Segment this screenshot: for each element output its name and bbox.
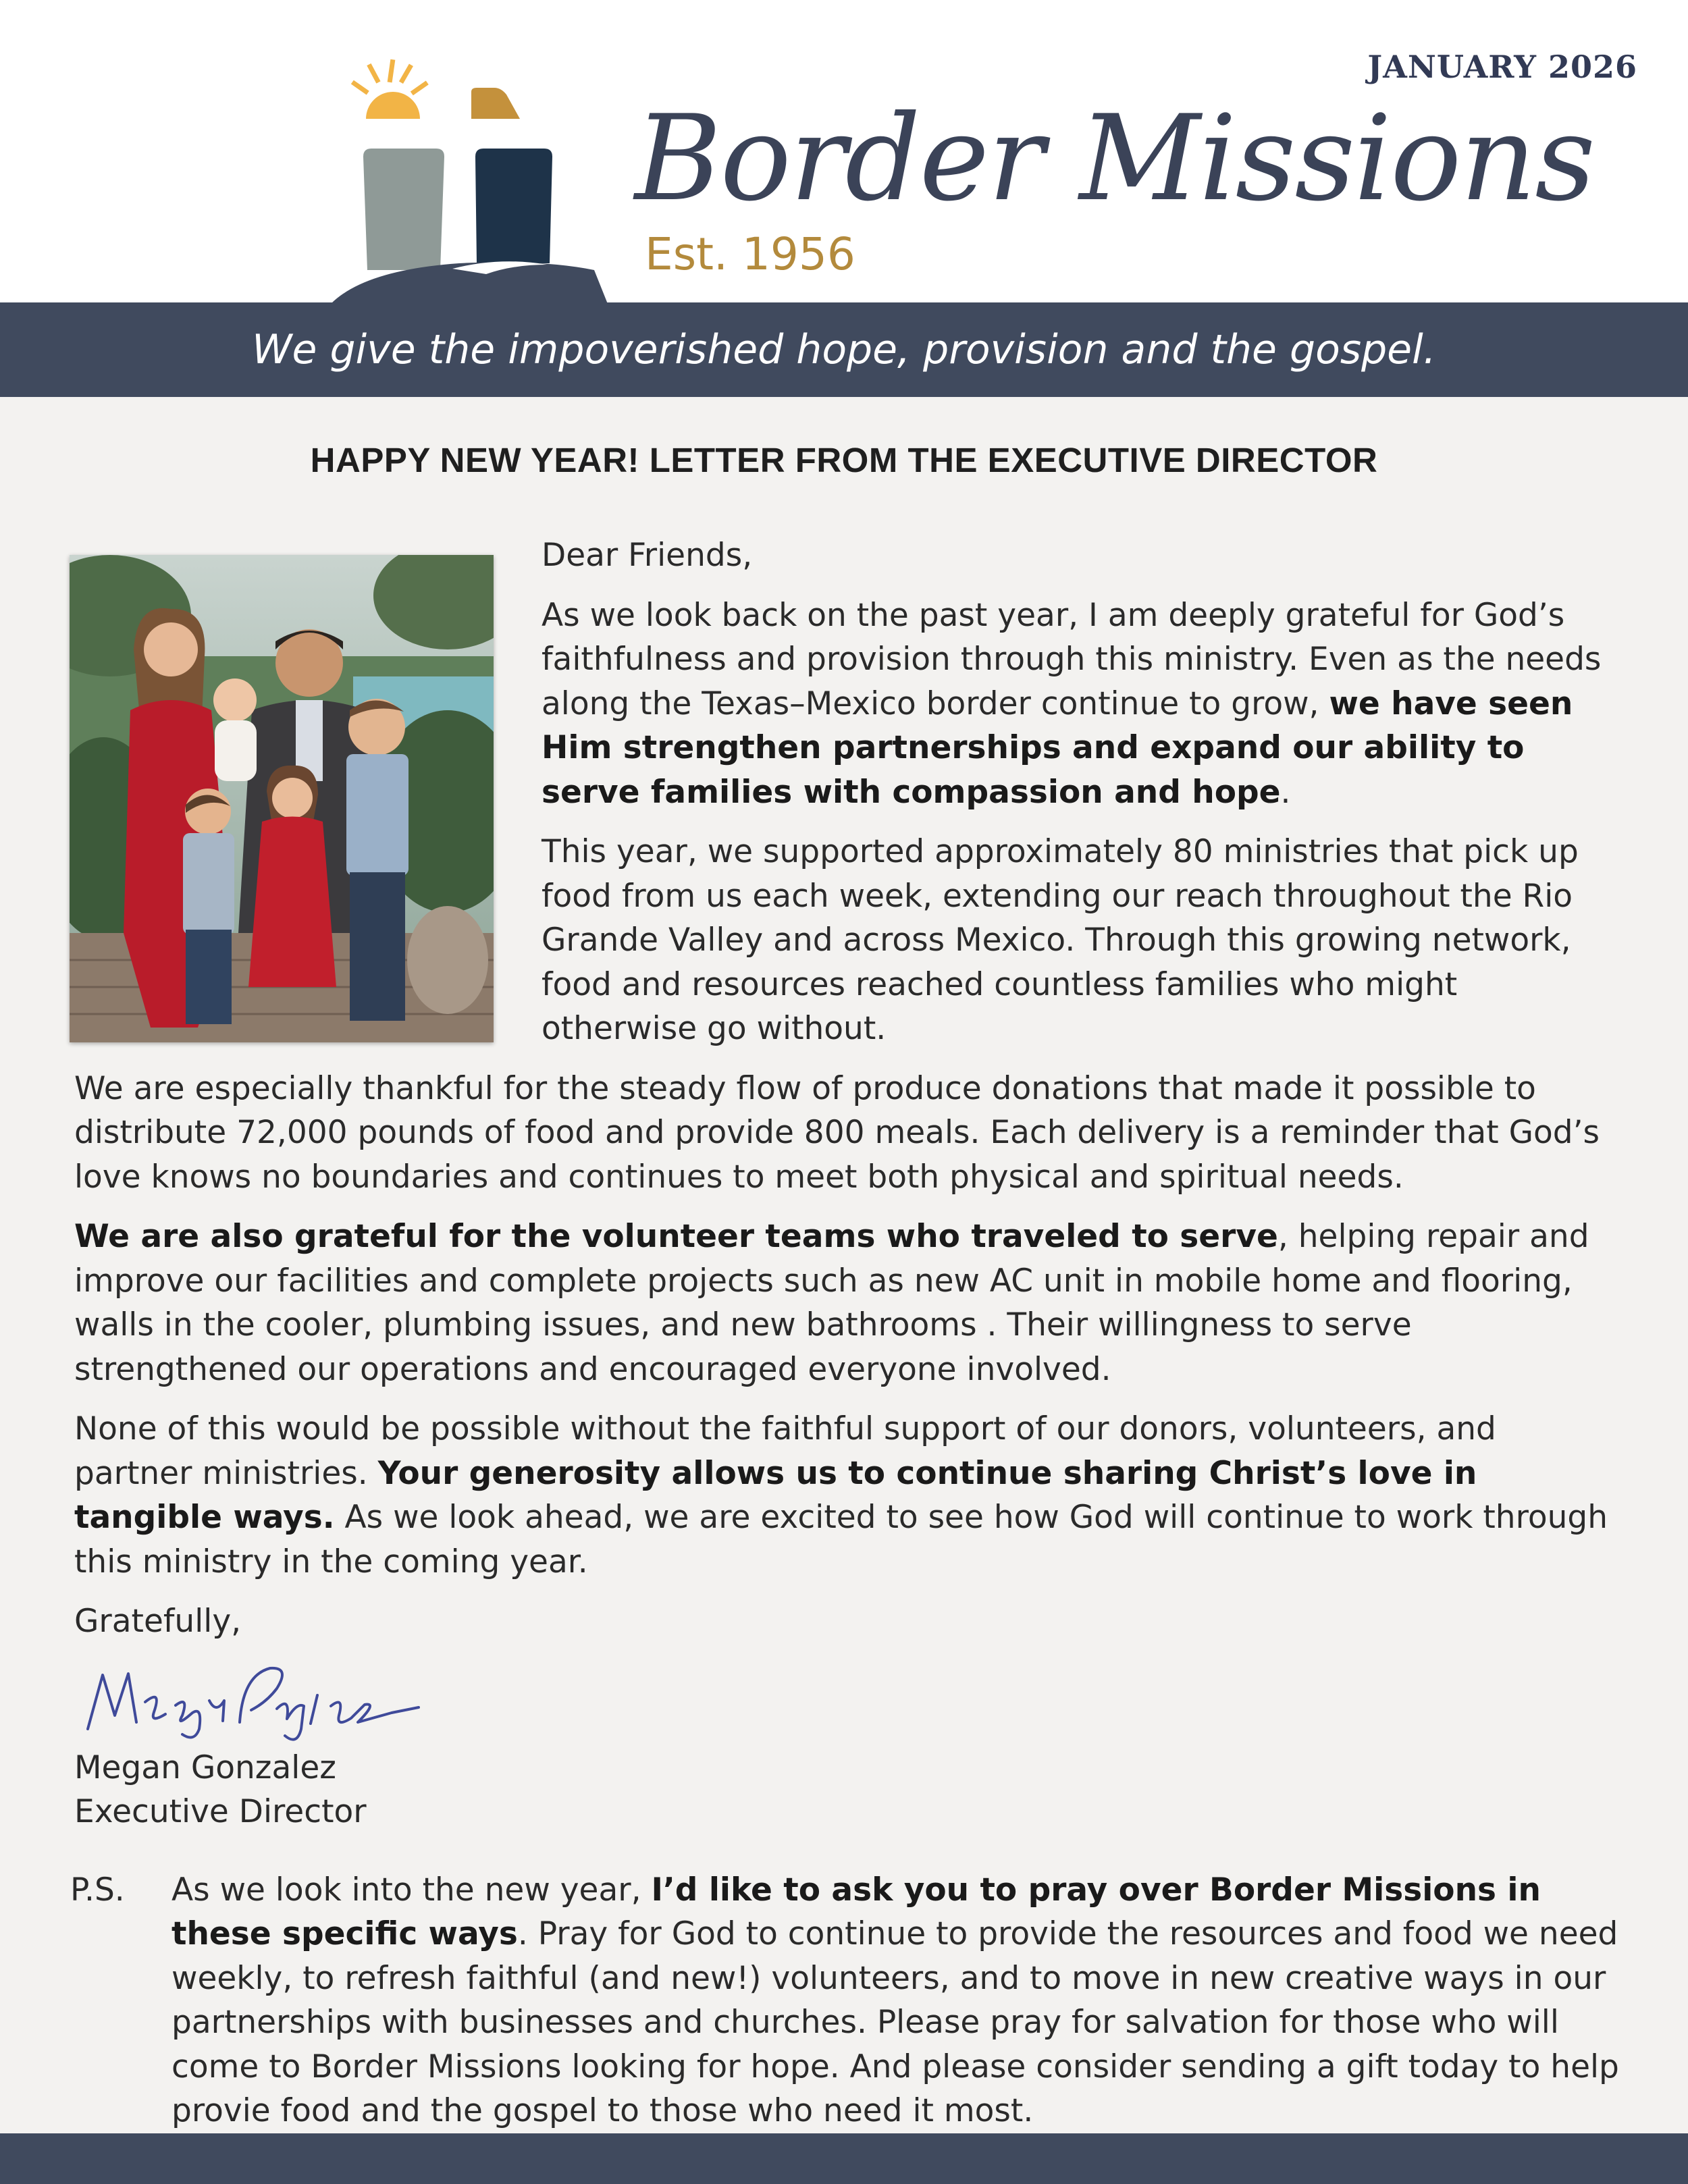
paragraph-1-end: . [1280,773,1291,811]
postscript-emphasis: I’d like to ask you to pray over Border Missions in these specific ways [172,1871,1541,1952]
paragraph-1-emphasis: we have seen Him strengthen partnerships and expand our ability to serve families with compassion and hope [542,685,1573,811]
postscript-body [172,1868,1620,2133]
paragraph-1-text: As we look back on the past year, I am deeply grateful for God’s faithfulness and provision through this ministry. Even as the needs along the Texas–Mexico border continue to grow, [542,596,1602,722]
newsletter-header [0,0,1688,302]
tagline: We give the impoverished hope, provision and the gospel. [252,326,1436,373]
postscript-end: . Pray for God to continue to provide the resources and food we need weekly, to refresh faithful (and new!) volunteers, and to move in new creative ways in our partnerships with businesses and churches. Please pray for salvation for those who will come to Border Missions looking for hope. And please consider sending a gift today to help provie food and the gospel to those who need it most. [172,1915,1619,2129]
greeting: Dear Friends, [542,537,753,574]
paragraph-4 [74,1215,1620,1391]
signer-name: Megan Gonzalez [74,1749,336,1786]
letter-title: HAPPY NEW YEAR! LETTER FROM THE EXECUTIVE DIRECTOR [310,441,1378,479]
paragraph-5-end: As we look ahead, we are excited to see how God will continue to work through this ministry in the coming year. [74,1499,1608,1580]
photo-wrap-space [74,533,542,1050]
signature-image [74,1648,425,1746]
postscript [70,1868,1620,2133]
closing: Gratefully, [74,1603,242,1640]
postscript-text: As we look into the new year, [172,1871,652,1909]
footer-band [0,2133,1688,2184]
postscript-label: P.S. [70,1871,125,1909]
established-year: Est. 1956 [645,228,855,280]
signer-block [74,1746,1620,1834]
paragraph-3: We are especially thankful for the steady flow of produce donations that made it possible to distribute 72,000 pounds of food and provide 800 meals. Each delivery is a reminder that God’s love knows no boundaries and continues to meet both physical and spiritual needs. [74,1069,1600,1196]
paragraph-5 [74,1407,1620,1584]
paragraph-5-text: None of this would be possible without the faithful support of our donors, volunteers, and partner ministries. [74,1410,1496,1492]
paragraph-4-text: , helping repair and improve our facilities and complete projects such as new AC unit in mobile home and flooring, walls in the cooler, plumbing issues, and new bathrooms . Their willingness to serve strengthened our operations and encouraged everyone involved. [74,1218,1589,1388]
issue-date: JANUARY 2026 [1367,49,1637,85]
brand-name: Border Missions [635,90,1595,228]
paragraph-5-emphasis: Your generosity allows us to continue sharing Christ’s love in tangible ways. [74,1454,1477,1536]
paragraph-4-emphasis: We are also grateful for the volunteer teams who traveled to serve [74,1218,1278,1255]
signer-title: Executive Director [74,1793,367,1830]
letter-body [70,533,1620,2133]
tagline-band [0,302,1688,397]
paragraph-2: This year, we supported approximately 80 ministries that pick up food from us each week, extending our reach throughout the Rio Grande Valley and across Mexico. Through this growing network, food and resources reached countless families who might otherwise go without. [542,833,1579,1047]
sun-icon [351,59,429,119]
border-missions-logo [324,54,608,304]
